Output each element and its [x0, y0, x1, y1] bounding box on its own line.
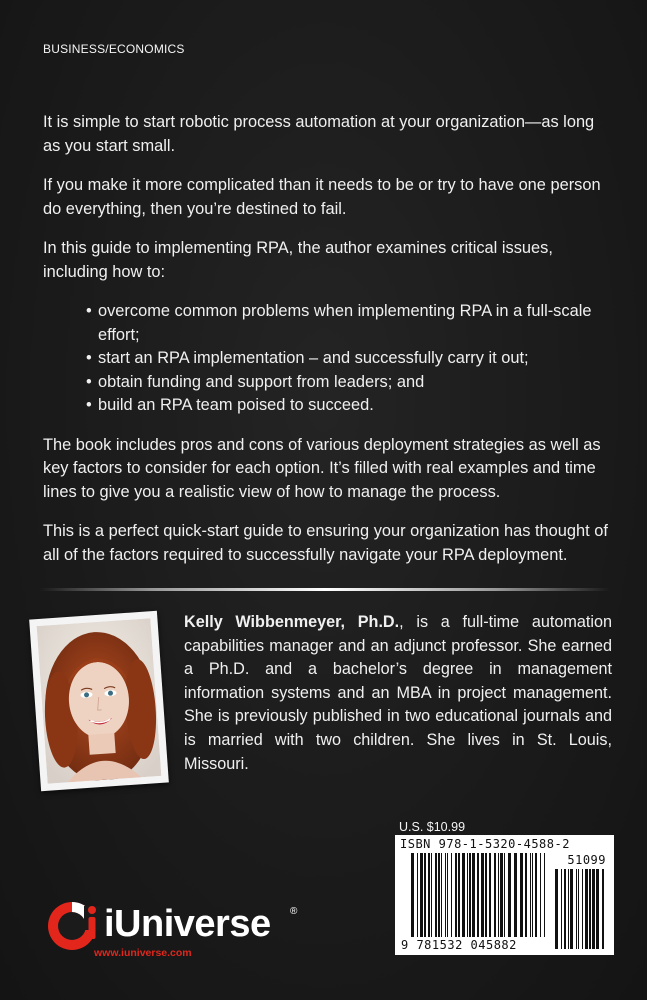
barcode-bar [508, 853, 511, 937]
barcode [395, 835, 614, 955]
barcode-bar [455, 853, 457, 937]
blurb-paragraph: It is simple to start robotic process automation at your organization—as long as you start small. [43, 113, 595, 155]
isbn-text: ISBN 978-1-5320-4588-2 [400, 837, 570, 851]
barcode-bar [420, 853, 423, 937]
barcode-bar [555, 869, 558, 949]
ean-number: 9 781532 045882 [401, 938, 517, 952]
barcode-bar [592, 869, 595, 949]
bullet-item: • overcome common problems when implementing RPA in a full-scale effort; [86, 300, 613, 347]
divider [40, 588, 610, 591]
barcode-bar [504, 853, 505, 937]
barcode-bar [441, 853, 442, 937]
barcode-bar [445, 853, 446, 937]
barcode-bar [481, 853, 484, 937]
blurb-paragraph: The book includes pros and cons of various deployment strategies as well as key factors to consider for each option. It’s filled with real examples and time lines to give you a realistic view of how to manage the process. [43, 435, 601, 501]
barcode-bar [570, 869, 573, 949]
barcode-bar [451, 853, 452, 937]
barcode-bar [544, 853, 545, 937]
barcode-bar [411, 853, 414, 937]
bullet-list [43, 300, 613, 418]
barcode-bar [525, 853, 527, 937]
barcode-bar [564, 869, 566, 949]
author-name: Kelly Wibbenmeyer, Ph.D. [184, 613, 400, 631]
barcode-bar [424, 853, 426, 937]
price-label: U.S. $10.99 [399, 820, 466, 834]
barcode-bar [458, 853, 460, 937]
barcode-bar [568, 869, 569, 949]
author-bio-text: , is a full-time automation capabilities manager and an adjunct professor. She earned a Ph.D. and a bachelor’s degree in management information systems and an MBA in project management. She is previously published in two educational journals and is married with two children. She lives in St. Louis, Missouri. [184, 613, 612, 773]
addon-number: 51099 [567, 853, 606, 867]
barcode-bar [500, 853, 503, 937]
bullet-item: • build an RPA team poised to succeed. [86, 394, 613, 418]
publisher-logo [42, 898, 298, 959]
barcode-bar [489, 853, 491, 937]
barcode-bar [435, 853, 437, 937]
barcode-bar [532, 853, 533, 937]
barcode-bar [462, 853, 465, 937]
author-photo [29, 611, 169, 792]
barcode-bar [535, 853, 537, 937]
bullet-item: • start an RPA implementation – and successfully carry it out; [86, 347, 613, 371]
barcode-bar [428, 853, 430, 937]
barcode-bar [582, 869, 583, 949]
barcode-bar [469, 853, 471, 937]
barcode-bar [498, 853, 499, 937]
barcode-bar [585, 869, 588, 949]
author-portrait-image [37, 618, 162, 784]
barcode-bar [472, 853, 475, 937]
barcode-bar [514, 853, 517, 937]
barcode-bar [540, 853, 541, 937]
barcode-bar [589, 869, 591, 949]
blurb-paragraph: If you make it more complicated than it needs to be or try to have one person do everything, then you’re destined to fail. [43, 176, 601, 218]
blurb [43, 111, 613, 583]
barcode-bar [578, 869, 579, 949]
registered-mark: ® [290, 906, 298, 917]
author-bio [184, 611, 612, 776]
barcode-bar [494, 853, 496, 937]
barcode-bar [530, 853, 531, 937]
barcode-bar [447, 853, 448, 937]
barcode-bar [467, 853, 468, 937]
category-label: BUSINESS/ECONOMICS [43, 42, 185, 56]
blurb-paragraph: In this guide to implementing RPA, the author examines critical issues, including how to: [43, 239, 553, 281]
barcode-bar [485, 853, 487, 937]
barcode-bar [438, 853, 440, 937]
barcode-bar [602, 869, 604, 949]
barcode-bar [417, 853, 418, 937]
barcode-bar [520, 853, 523, 937]
barcode-bar [561, 869, 562, 949]
bullet-item: • obtain funding and support from leaders; and [86, 371, 613, 395]
barcode-bar [431, 853, 432, 937]
blurb-paragraph: This is a perfect quick-start guide to ensuring your organization has thought of all of the factors required to successfully navigate your RPA deployment. [43, 522, 608, 564]
publisher-url: www.iuniverse.com [94, 947, 192, 959]
iuniverse-swirl-icon [42, 900, 102, 952]
barcode-bar [596, 869, 599, 949]
publisher-name: iUniverse [104, 903, 271, 945]
barcode-bar [477, 853, 479, 937]
barcode-bar [576, 869, 577, 949]
